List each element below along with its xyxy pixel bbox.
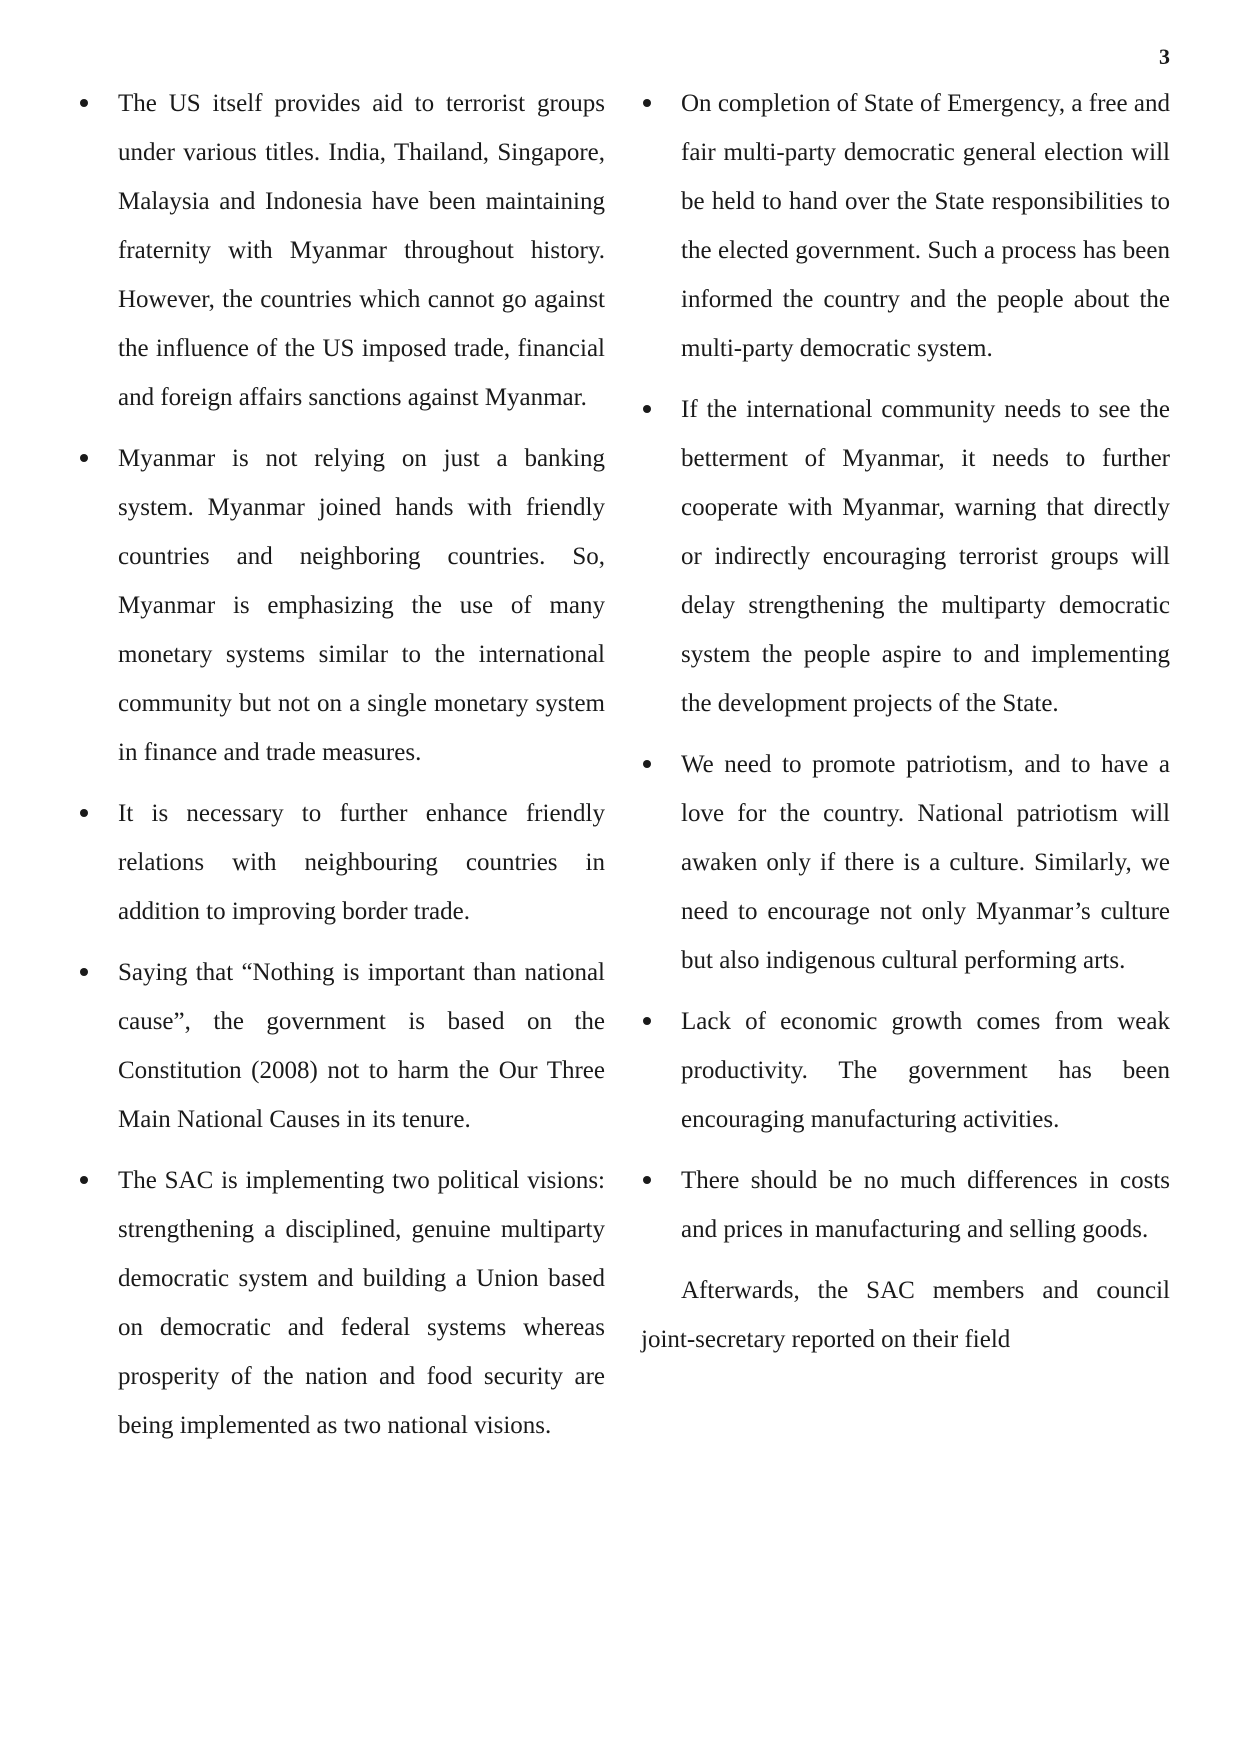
bullet-text: If the international community needs to see the betterment of Myanmar, it needs to further cooperate with Myanmar, warning that directly or indirectly encouraging terrorist groups will delay strengthening the multiparty democratic system the people aspire to and implementing the development projects of the State. bbox=[681, 396, 1170, 717]
bullet-item bbox=[641, 997, 1170, 1144]
right-column-bullet-list bbox=[641, 79, 1170, 1254]
bullet-item bbox=[641, 1156, 1170, 1254]
bullet-dot-icon bbox=[643, 1176, 651, 1184]
bullet-item bbox=[78, 948, 605, 1144]
bullet-dot-icon bbox=[643, 99, 651, 107]
bullet-text: Saying that “Nothing is important than national cause”, the government is based on the Constitution (2008) not to harm the Our Three Main National Causes in its tenure. bbox=[118, 959, 605, 1133]
closing-paragraph: Afterwards, the SAC members and council joint-secretary reported on their field bbox=[641, 1277, 1170, 1353]
bullet-dot-icon bbox=[80, 968, 88, 976]
bullet-item bbox=[641, 79, 1170, 373]
bullet-dot-icon bbox=[80, 99, 88, 107]
bullet-dot-icon bbox=[643, 760, 651, 768]
bullet-dot-icon bbox=[643, 1017, 651, 1025]
bullet-text: The US itself provides aid to terrorist groups under various titles. India, Thailand, Singapore, Malaysia and Indonesia have been maintaining fraternity with Myanmar throughout history. However, the countries which cannot go against the influence of the US imposed trade, financial and foreign affairs sanctions against Myanmar. bbox=[118, 90, 605, 411]
right-column bbox=[641, 79, 1170, 1364]
bullet-item bbox=[78, 789, 605, 936]
bullet-dot-icon bbox=[80, 1176, 88, 1184]
bullet-item bbox=[78, 1156, 605, 1450]
bullet-dot-icon bbox=[80, 809, 88, 817]
bullet-item bbox=[78, 434, 605, 777]
bullet-dot-icon bbox=[80, 454, 88, 462]
bullet-item bbox=[641, 385, 1170, 728]
left-column-bullet-list bbox=[78, 79, 605, 1462]
bullet-text: Myanmar is not relying on just a banking system. Myanmar joined hands with friendly countries and neighboring countries. So, Myanmar is emphasizing the use of many monetary systems similar to the international community but not on a single monetary system in finance and trade measures. bbox=[118, 445, 605, 766]
bullet-text: It is necessary to further enhance friendly relations with neighbouring countries in addition to improving border trade. bbox=[118, 800, 605, 925]
page-number: 3 bbox=[1159, 44, 1170, 69]
bullet-text: Lack of economic growth comes from weak productivity. The government has been encouraging manufacturing activities. bbox=[681, 1008, 1170, 1133]
bullet-item bbox=[78, 79, 605, 422]
bullet-dot-icon bbox=[643, 405, 651, 413]
bullet-item bbox=[641, 740, 1170, 985]
bullet-text: There should be no much differences in costs and prices in manufacturing and selling goods. bbox=[681, 1167, 1170, 1243]
bullet-text: On completion of State of Emergency, a free and fair multi-party democratic general election will be held to hand over the State responsibilities to the elected government. Such a process has been informed the country and the people about the multi-party democratic system. bbox=[681, 90, 1170, 362]
bullet-text: We need to promote patriotism, and to have a love for the country. National patriotism will awaken only if there is a culture. Similarly, we need to encourage not only Myanmar’s culture but also indigenous cultural performing arts. bbox=[681, 751, 1170, 974]
bullet-text: The SAC is implementing two political visions: strengthening a disciplined, genuine multiparty democratic system and building a Union based on democratic and federal systems whereas prosperity of the nation and food security are being implemented as two national visions. bbox=[118, 1167, 605, 1439]
